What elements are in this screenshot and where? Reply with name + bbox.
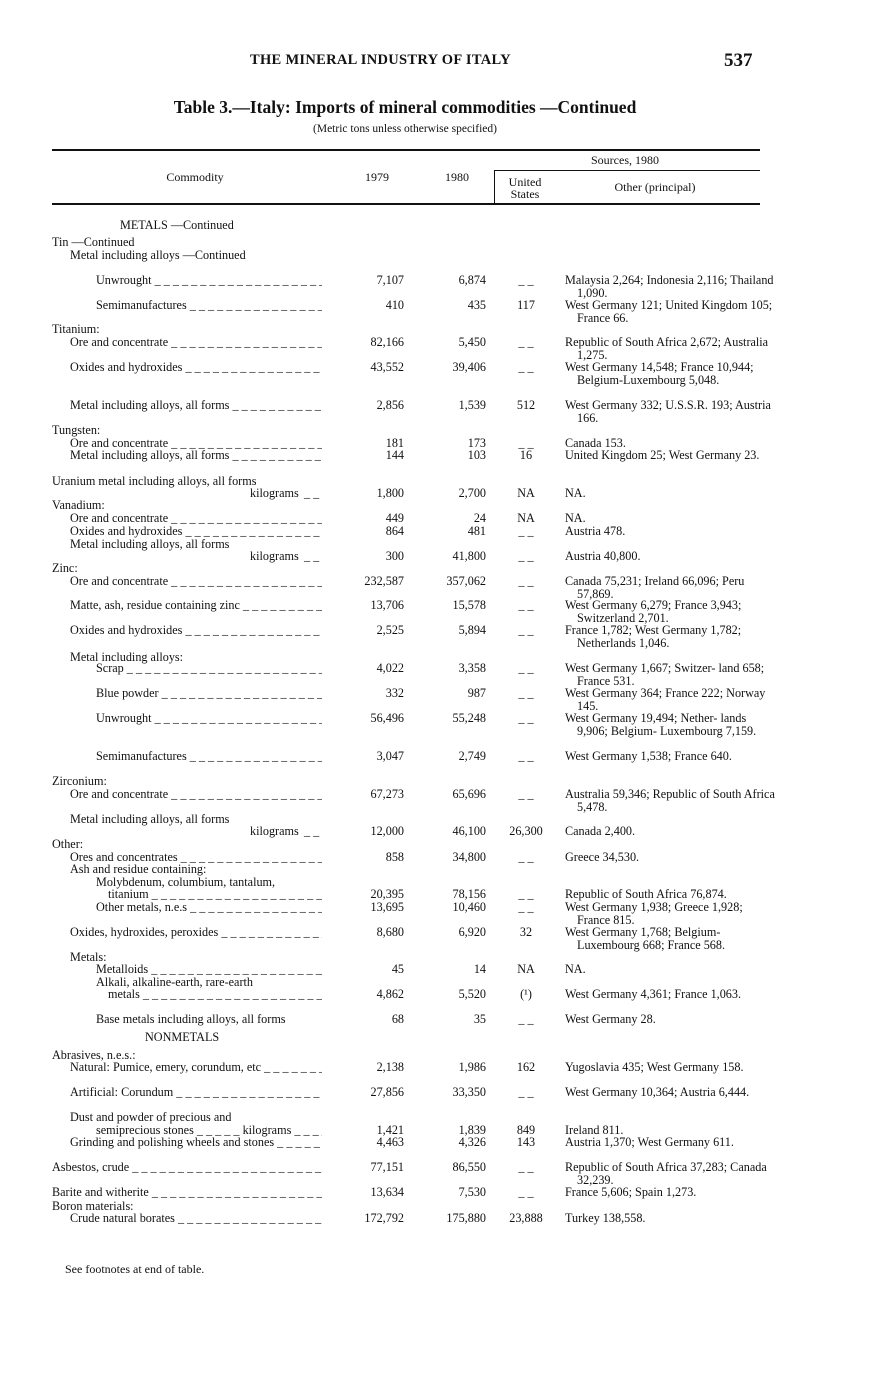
row-label: Semimanufactures _ _ _ bbox=[96, 750, 322, 763]
row-label: Uranium metal including alloys, all forms bbox=[52, 475, 257, 488]
value-other-sources: West Germany 28. bbox=[565, 1012, 656, 1026]
value-1979: 300 bbox=[385, 549, 404, 563]
value-1980: 987 bbox=[467, 686, 486, 700]
row-label: Blue powder _ _ _ bbox=[96, 687, 322, 700]
value-1979: 144 bbox=[385, 448, 404, 462]
row-label: Ores and concentrates _ _ _ bbox=[70, 851, 322, 864]
value-1980: 173 bbox=[467, 436, 486, 450]
value-1980: 33,350 bbox=[452, 1085, 486, 1099]
value-1980: 15,578 bbox=[452, 598, 486, 612]
value-1979: 3,047 bbox=[376, 749, 404, 763]
value-united-states: NA bbox=[517, 486, 535, 500]
row-label: Metal including alloys, all forms _ _ _ bbox=[70, 449, 322, 462]
row-label: Tungsten: bbox=[52, 424, 101, 437]
value-1980: 6,920 bbox=[458, 925, 486, 939]
value-1980: 5,894 bbox=[458, 623, 486, 637]
row-label: Metal including alloys, all forms bbox=[70, 538, 230, 551]
row-label: Metalloids _ _ _ bbox=[96, 963, 322, 976]
value-1979: 68 bbox=[391, 1012, 404, 1026]
value-united-states: _ _ bbox=[518, 686, 534, 700]
row-label: Zinc: bbox=[52, 562, 78, 575]
value-1980: 78,156 bbox=[452, 887, 486, 901]
table-top-rule bbox=[52, 149, 760, 151]
value-1980: 435 bbox=[467, 298, 486, 312]
sources-rule bbox=[494, 170, 760, 171]
value-other-sources: Austria 40,800. bbox=[565, 549, 641, 563]
row-label: Oxides and hydroxides _ _ _ bbox=[70, 624, 322, 637]
header-commodity: Commodity bbox=[166, 170, 224, 184]
value-1979: 8,680 bbox=[376, 925, 404, 939]
row-label: Natural: Pumice, emery, corundum, etc _ _ _ bbox=[70, 1061, 322, 1074]
value-united-states: _ _ bbox=[518, 436, 534, 450]
value-1979: 4,862 bbox=[376, 987, 404, 1001]
value-1980: 7,530 bbox=[458, 1185, 486, 1199]
leader-dots: _ _ bbox=[304, 549, 320, 563]
value-united-states: 143 bbox=[516, 1135, 536, 1149]
value-united-states: _ _ bbox=[518, 850, 534, 864]
value-united-states: _ _ bbox=[518, 661, 534, 675]
value-united-states: NA bbox=[517, 511, 535, 525]
row-label: Base metals including alloys, all forms bbox=[96, 1013, 286, 1026]
value-1980: 2,749 bbox=[458, 749, 486, 763]
value-other-sources: Austria 478. bbox=[565, 524, 626, 538]
value-1979: 20,395 bbox=[370, 887, 404, 901]
value-1979: 1,421 bbox=[376, 1123, 404, 1137]
row-label: Boron materials: bbox=[52, 1200, 134, 1213]
footnote: See footnotes at end of table. bbox=[65, 1262, 205, 1276]
value-united-states: _ _ bbox=[518, 623, 534, 637]
page-number: 537 bbox=[724, 50, 753, 71]
row-label: Semimanufactures _ _ _ bbox=[96, 299, 322, 312]
value-1980: 5,520 bbox=[458, 987, 486, 1001]
value-other-sources: West Germany 364; France 222; Norway 145. bbox=[565, 686, 766, 713]
value-1979: 181 bbox=[385, 436, 404, 450]
value-1980: 35 bbox=[473, 1012, 486, 1026]
value-united-states: _ _ bbox=[518, 598, 534, 612]
header-bottom-rule bbox=[52, 203, 760, 205]
row-label: Ore and concentrate _ _ _ bbox=[70, 437, 322, 450]
value-other-sources: Canada 75,231; Ireland 66,096; Peru 57,869. bbox=[565, 574, 745, 601]
value-1979: 67,273 bbox=[370, 787, 404, 801]
value-other-sources: Canada 2,400. bbox=[565, 824, 636, 838]
row-label: Ore and concentrate _ _ _ bbox=[70, 575, 322, 588]
value-united-states: _ _ bbox=[518, 273, 534, 287]
value-1980: 6,874 bbox=[458, 273, 486, 287]
value-other-sources: West Germany 14,548; France 10,944; Belgium-Luxembourg 5,048. bbox=[565, 360, 754, 387]
row-label: Artificial: Corundum _ _ _ bbox=[70, 1086, 322, 1099]
value-other-sources: West Germany 121; United Kingdom 105; France 66. bbox=[565, 298, 773, 325]
value-other-sources: West Germany 1,768; Belgium- Luxembourg 668; France 568. bbox=[565, 925, 726, 952]
value-1979: 332 bbox=[385, 686, 404, 700]
row-label: Grinding and polishing wheels and stones _ _ _ bbox=[70, 1136, 322, 1149]
value-other-sources: Malaysia 2,264; Indonesia 2,116; Thailand 1,090. bbox=[565, 273, 774, 300]
value-united-states: 849 bbox=[516, 1123, 536, 1137]
row-label: Ore and concentrate _ _ _ bbox=[70, 336, 322, 349]
row-label: Matte, ash, residue containing zinc _ _ _ bbox=[70, 599, 322, 612]
value-united-states: _ _ bbox=[518, 549, 534, 563]
value-other-sources: Yugoslavia 435; West Germany 158. bbox=[565, 1060, 744, 1074]
value-other-sources: Austria 1,370; West Germany 611. bbox=[565, 1135, 734, 1149]
table-title: Table 3.—Italy: Imports of mineral commodities —Continued bbox=[173, 97, 637, 117]
value-other-sources: West Germany 19,494; Nether- lands 9,906; Belgium- Luxembourg 7,159. bbox=[565, 711, 757, 738]
value-united-states: NA bbox=[517, 962, 535, 976]
value-1980: 55,248 bbox=[452, 711, 486, 725]
row-label: Other metals, n.e.s _ _ _ bbox=[96, 901, 322, 914]
value-1980: 5,450 bbox=[458, 335, 486, 349]
value-1979: 864 bbox=[385, 524, 404, 538]
value-1980: 2,700 bbox=[458, 486, 486, 500]
value-united-states: 117 bbox=[517, 298, 535, 312]
row-label: Other: bbox=[52, 838, 84, 851]
value-1979: 13,695 bbox=[370, 900, 404, 914]
value-other-sources: West Germany 1,538; France 640. bbox=[565, 749, 732, 763]
row-label: Dust and powder of precious and bbox=[70, 1111, 232, 1124]
value-1979: 82,166 bbox=[370, 335, 404, 349]
value-1980: 1,839 bbox=[458, 1123, 486, 1137]
row-label: Vanadium: bbox=[52, 499, 105, 512]
value-1980: 10,460 bbox=[452, 900, 486, 914]
value-other-sources: NA. bbox=[565, 962, 586, 976]
row-label: Tin —Continued bbox=[52, 236, 135, 249]
row-label: semiprecious stones _ _ _ _ _ kilograms _ _ _ bbox=[96, 1124, 322, 1137]
value-1980: 357,062 bbox=[446, 574, 486, 588]
value-1979: 1,800 bbox=[376, 486, 404, 500]
value-united-states: 512 bbox=[516, 398, 536, 412]
header-sources: Sources, 1980 bbox=[591, 153, 659, 167]
value-united-states: 26,300 bbox=[509, 824, 543, 838]
value-1979: 172,792 bbox=[364, 1211, 404, 1225]
value-united-states: _ _ bbox=[518, 1160, 534, 1174]
row-label: Molybdenum, columbium, tantalum, bbox=[96, 876, 276, 889]
row-label: Alkali, alkaline-earth, rare-earth bbox=[96, 976, 253, 989]
value-1980: 24 bbox=[473, 511, 486, 525]
row-label: metals _ _ _ bbox=[108, 988, 322, 1001]
value-united-states: _ _ bbox=[518, 360, 534, 374]
table-subtitle: (Metric tons unless otherwise specified) bbox=[313, 123, 497, 135]
value-other-sources: Republic of South Africa 2,672; Australia 1,275. bbox=[565, 335, 769, 362]
row-label: kilograms bbox=[250, 825, 299, 838]
value-other-sources: West Germany 1,938; Greece 1,928; France 815. bbox=[565, 900, 743, 927]
header-united: United bbox=[508, 175, 542, 189]
value-united-states: 16 bbox=[519, 448, 533, 462]
value-other-sources: France 5,606; Spain 1,273. bbox=[565, 1185, 697, 1199]
value-1979: 77,151 bbox=[370, 1160, 404, 1174]
leader-dots: _ _ bbox=[304, 824, 320, 838]
value-united-states: 32 bbox=[519, 925, 533, 939]
running-head: THE MINERAL INDUSTRY OF ITALY bbox=[250, 52, 511, 68]
value-other-sources: West Germany 1,667; Switzer- land 658; France 531. bbox=[565, 661, 765, 688]
value-1979: 7,107 bbox=[376, 273, 404, 287]
value-other-sources: Republic of South Africa 37,283; Canada 32,239. bbox=[565, 1160, 767, 1187]
value-other-sources: West Germany 10,364; Austria 6,444. bbox=[565, 1085, 750, 1099]
value-1980: 65,696 bbox=[452, 787, 486, 801]
row-label: Titanium: bbox=[52, 323, 100, 336]
value-1979: 2,856 bbox=[376, 398, 404, 412]
row-label: kilograms bbox=[250, 487, 299, 500]
value-1980: 1,539 bbox=[458, 398, 486, 412]
value-1979: 4,022 bbox=[376, 661, 404, 675]
value-united-states: (¹) bbox=[520, 987, 532, 1001]
value-1979: 232,587 bbox=[364, 574, 404, 588]
value-1979: 27,856 bbox=[370, 1085, 404, 1099]
value-1980: 41,800 bbox=[452, 549, 486, 563]
value-1979: 56,496 bbox=[370, 711, 404, 725]
value-other-sources: Canada 153. bbox=[565, 436, 626, 450]
value-united-states: _ _ bbox=[518, 900, 534, 914]
value-other-sources: France 1,782; West Germany 1,782; Netherlands 1,046. bbox=[565, 623, 742, 650]
value-1979: 449 bbox=[385, 511, 404, 525]
value-1979: 43,552 bbox=[370, 360, 404, 374]
row-label: Barite and witherite _ _ _ bbox=[52, 1186, 322, 1199]
value-1979: 13,706 bbox=[370, 598, 404, 612]
value-1980: 1,986 bbox=[458, 1060, 486, 1074]
header-states: States bbox=[510, 187, 540, 201]
value-united-states: _ _ bbox=[518, 787, 534, 801]
value-united-states: _ _ bbox=[518, 574, 534, 588]
row-label: Scrap _ _ _ bbox=[96, 662, 322, 675]
row-label: Ore and concentrate _ _ _ bbox=[70, 512, 322, 525]
value-united-states: 23,888 bbox=[509, 1211, 543, 1225]
row-label: Ore and concentrate _ _ _ bbox=[70, 788, 322, 801]
row-label: kilograms bbox=[250, 550, 299, 563]
value-other-sources: Ireland 811. bbox=[565, 1123, 624, 1137]
value-1980: 14 bbox=[473, 962, 486, 976]
value-other-sources: United Kingdom 25; West Germany 23. bbox=[565, 448, 760, 462]
value-united-states: _ _ bbox=[518, 749, 534, 763]
row-label: Abrasives, n.e.s.: bbox=[52, 1049, 136, 1062]
value-other-sources: Greece 34,530. bbox=[565, 850, 640, 864]
value-1980: 86,550 bbox=[452, 1160, 486, 1174]
row-label: Crude natural borates _ _ _ bbox=[70, 1212, 322, 1225]
row-label: titanium _ _ _ bbox=[108, 888, 322, 901]
row-label: Oxides and hydroxides _ _ _ bbox=[70, 525, 322, 538]
value-1980: 46,100 bbox=[452, 824, 486, 838]
value-united-states: _ _ bbox=[518, 887, 534, 901]
value-other-sources: NA. bbox=[565, 511, 586, 525]
row-label: Unwrought _ _ _ bbox=[96, 274, 322, 287]
row-label: Unwrought _ _ _ bbox=[96, 712, 322, 725]
value-1980: 175,880 bbox=[446, 1211, 486, 1225]
value-1980: 103 bbox=[467, 448, 486, 462]
row-label: Metal including alloys —Continued bbox=[70, 249, 246, 262]
row-label: Metal including alloys, all forms _ _ _ bbox=[70, 399, 322, 412]
row-label: NONMETALS bbox=[145, 1031, 220, 1044]
value-1979: 13,634 bbox=[370, 1185, 404, 1199]
value-other-sources: Turkey 138,558. bbox=[565, 1211, 646, 1225]
row-label: Metal including alloys, all forms bbox=[70, 813, 230, 826]
value-united-states: _ _ bbox=[518, 524, 534, 538]
value-1980: 39,406 bbox=[452, 360, 486, 374]
value-other-sources: Republic of South Africa 76,874. bbox=[565, 887, 727, 901]
value-1980: 3,358 bbox=[458, 661, 486, 675]
value-other-sources: West Germany 6,279; France 3,943; Switzerland 2,701. bbox=[565, 598, 742, 625]
value-1980: 481 bbox=[467, 524, 486, 538]
value-1979: 2,138 bbox=[376, 1060, 404, 1074]
row-label: Oxides and hydroxides _ _ _ bbox=[70, 361, 322, 374]
value-other-sources: West Germany 4,361; France 1,063. bbox=[565, 987, 742, 1001]
row-label: METALS —Continued bbox=[120, 219, 234, 232]
value-united-states: _ _ bbox=[518, 335, 534, 349]
value-other-sources: NA. bbox=[565, 486, 586, 500]
row-label: Asbestos, crude _ _ _ bbox=[52, 1161, 322, 1174]
leader-dots: _ _ bbox=[304, 486, 320, 500]
header-1980: 1980 bbox=[445, 170, 469, 184]
value-united-states: _ _ bbox=[518, 1185, 534, 1199]
value-united-states: _ _ bbox=[518, 711, 534, 725]
row-label: Oxides, hydroxides, peroxides _ _ _ bbox=[70, 926, 322, 939]
row-label: Metal including alloys: bbox=[70, 651, 184, 664]
value-1980: 4,326 bbox=[458, 1135, 486, 1149]
value-1979: 12,000 bbox=[370, 824, 404, 838]
value-1979: 410 bbox=[385, 298, 404, 312]
value-other-sources: Australia 59,346; Republic of South Africa 5,478. bbox=[565, 787, 775, 814]
value-united-states: _ _ bbox=[518, 1012, 534, 1026]
sources-divider bbox=[494, 171, 495, 203]
value-other-sources: West Germany 332; U.S.S.R. 193; Austria 166. bbox=[565, 398, 771, 425]
row-label: Zirconium: bbox=[52, 775, 107, 788]
value-1979: 2,525 bbox=[376, 623, 404, 637]
value-united-states: _ _ bbox=[518, 1085, 534, 1099]
value-1979: 45 bbox=[391, 962, 404, 976]
value-1979: 858 bbox=[385, 850, 404, 864]
header-other: Other (principal) bbox=[614, 180, 696, 194]
header-1979: 1979 bbox=[365, 170, 389, 184]
value-united-states: 162 bbox=[516, 1060, 536, 1074]
row-label: Ash and residue containing: bbox=[70, 863, 207, 876]
value-1980: 34,800 bbox=[452, 850, 486, 864]
row-label: Metals: bbox=[70, 951, 107, 964]
value-1979: 4,463 bbox=[376, 1135, 404, 1149]
